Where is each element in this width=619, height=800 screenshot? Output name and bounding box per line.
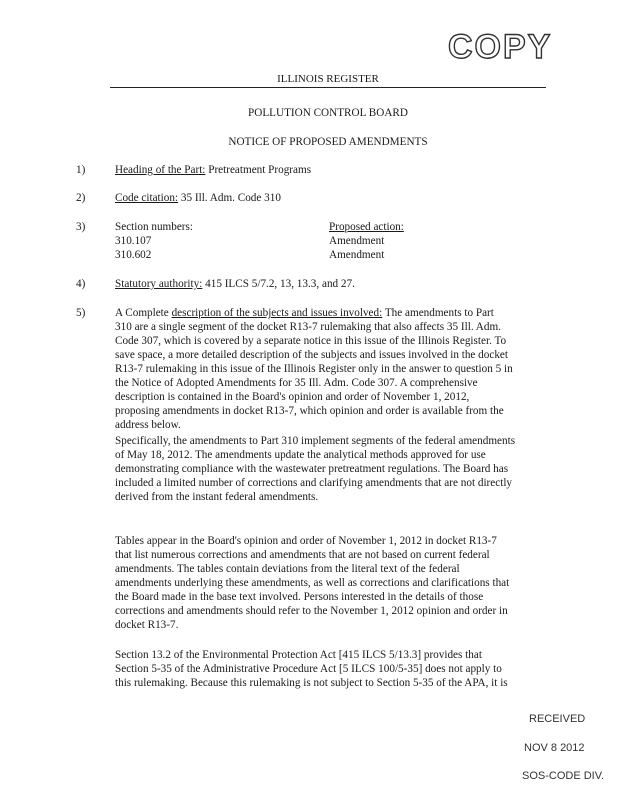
paragraph-line: amendments underlying these amendments, as well as corrections and clarifications that	[115, 577, 510, 589]
notice-title: NOTICE OF PROPOSED AMENDMENTS	[228, 136, 428, 148]
proposed-action-row: Amendment	[329, 249, 385, 261]
received-office: SOS-CODE DIV.	[522, 770, 605, 782]
paragraph-line: Section 13.2 of the Environmental Protection Act [415 ILCS 5/13.3] provides that	[115, 649, 482, 661]
register-header: ILLINOIS REGISTER	[110, 72, 546, 88]
paragraph-line: save space, a more detailed description of the subjects and issues involved in the docket	[115, 349, 508, 361]
paragraph-line: of May 18, 2012. The amendments update the analytical methods approved for use	[115, 449, 486, 461]
paragraph-line: proposing amendments in docket R13-7, which opinion and order is available from the	[115, 405, 504, 417]
paragraph-line: derived from the instant federal amendments.	[115, 491, 319, 503]
paragraph-line: address below.	[115, 419, 181, 431]
paragraph-line: the Notice of Adopted Amendments for 35 Ill. Adm. Code 307. A comprehensive	[115, 377, 478, 389]
item-5-paragraph-4	[115, 648, 547, 690]
item-4-label: Statutory authority:	[115, 278, 203, 290]
item-3-number: 3)	[76, 221, 86, 233]
paragraph-line: demonstrating compliance with the wastewater pretreatment regulations. The Board has	[115, 463, 509, 475]
proposed-action-header: Proposed action:	[329, 221, 404, 233]
copy-stamp: COPY	[448, 28, 553, 66]
item-2-label: Code citation:	[115, 192, 179, 204]
paragraph-line: corrections and amendments should refer to the November 1, 2012 opinion and order in	[115, 605, 508, 617]
section-numbers-header: Section numbers:	[115, 221, 193, 233]
paragraph-line: that list numerous corrections and amendments that are not based on current federal	[115, 549, 490, 561]
item-2	[115, 191, 547, 205]
item-1-label: Heading of the Part:	[115, 164, 206, 176]
paragraph-line: Specifically, the amendments to Part 310 implement segments of the federal amendments	[115, 435, 516, 447]
item-5-prefix: A Complete	[115, 307, 169, 319]
paragraph-line: description is contained in the Board's opinion and order of November 1, 2012,	[115, 391, 470, 403]
item-5-paragraph-2	[115, 434, 547, 504]
item-4	[115, 277, 547, 291]
item-2-value: 35 Ill. Adm. Code 310	[180, 192, 281, 204]
item-5-paragraph-3	[115, 534, 547, 632]
item-1-value: Pretreatment Programs	[208, 164, 312, 176]
item-5-label: description of the subjects and issues involved:	[171, 307, 383, 319]
paragraph-line: R13-7 rulemaking in this issue of the Illinois Register only in the answer to question 5 in	[115, 363, 513, 375]
item-5-number: 5)	[76, 307, 86, 319]
section-number-row: 310.602	[115, 249, 152, 261]
paragraph-line: Tables appear in the Board's opinion and order of November 1, 2012 in docket R13-7	[115, 535, 497, 547]
section-number-row: 310.107	[115, 235, 152, 247]
proposed-action-row: Amendment	[329, 235, 385, 247]
item-4-value: 415 ILCS 5/7.2, 13, 13.3, and 27.	[205, 278, 355, 290]
paragraph-line: included a limited number of corrections and clarifying amendments that are not directly	[115, 477, 513, 489]
item-1-number: 1)	[76, 164, 86, 176]
board-title: POLLUTION CONTROL BOARD	[248, 107, 408, 119]
paragraph-line: the Board made in the base text involved. Persons interested in the details of those	[115, 591, 484, 603]
item-2-number: 2)	[76, 192, 86, 204]
paragraph-line: this rulemaking. Because this rulemaking is not subject to Section 5-35 of the APA, it is	[115, 677, 508, 689]
paragraph-line: docket R13-7.	[115, 619, 179, 631]
paragraph-line: Code 307, which is covered by a separate notice in this issue of the Illinois Register. To	[115, 335, 507, 347]
paragraph-line: Section 5-35 of the Administrative Procedure Act [5 ILCS 100/5-35] does not apply to	[115, 663, 502, 675]
received-date: NOV 8 2012	[524, 742, 585, 754]
item-1	[115, 163, 547, 177]
paragraph-line: amendments. The tables contain deviations from the literal text of the federal	[115, 563, 460, 575]
paragraph-line: 310 are a single segment of the docket R13-7 rulemaking that also affects 35 Ill. Adm.	[115, 321, 501, 333]
item-5-paragraph-1	[115, 306, 547, 432]
paragraph-line	[115, 306, 547, 320]
item-4-number: 4)	[76, 278, 86, 290]
item-5-first-line: The amendments to Part	[384, 307, 494, 319]
received-stamp: RECEIVED	[529, 713, 586, 725]
